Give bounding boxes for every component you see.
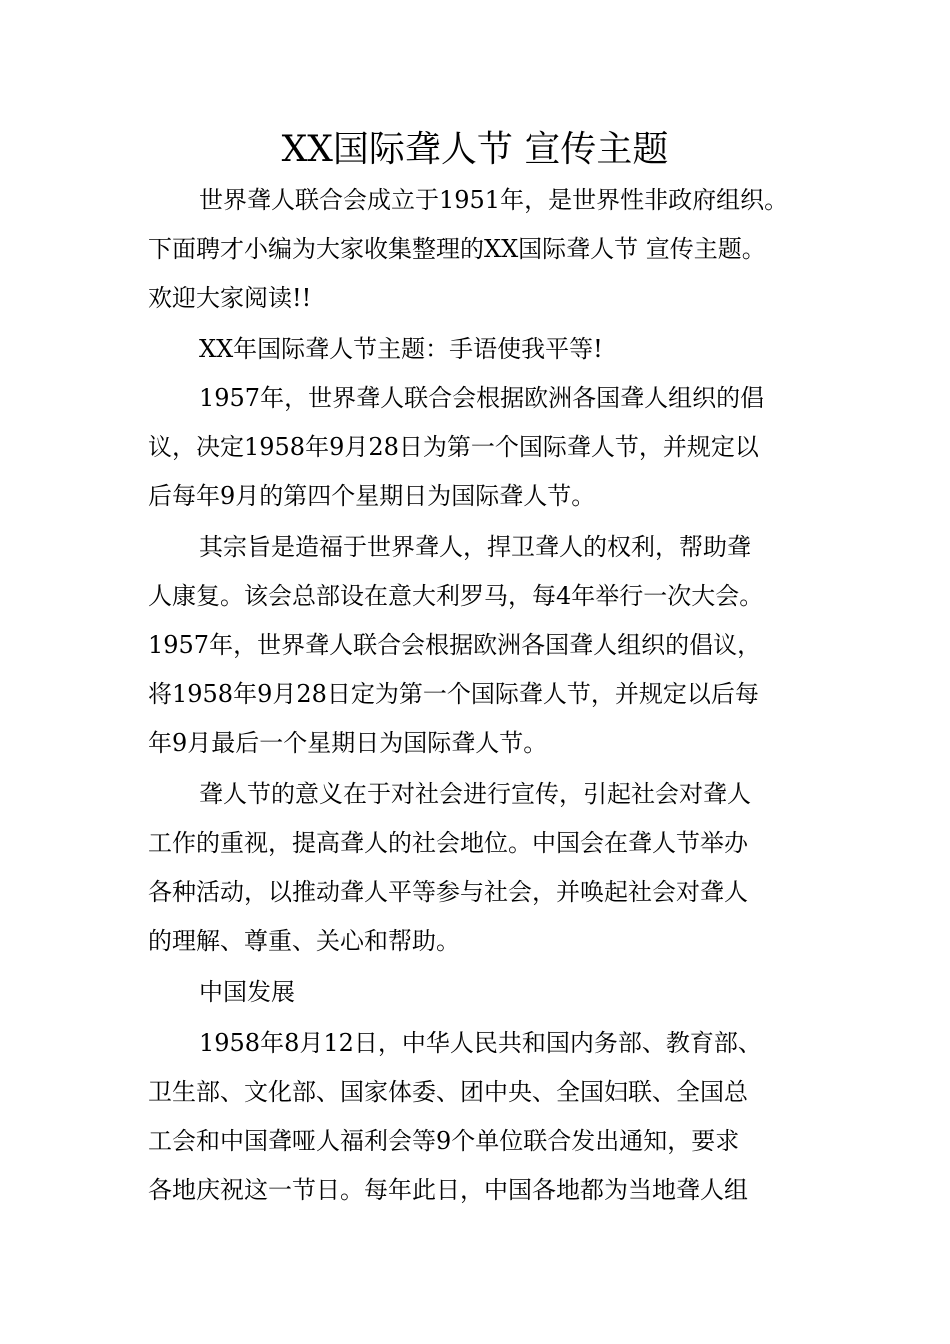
- paragraph-7-line-3: 工会和中国聋哑人福利会等9个单位联合发出通知，要求: [148, 1127, 740, 1155]
- paragraph-4-line-5: 年9月最后一个星期日为国际聋人节。: [148, 729, 548, 757]
- paragraph-3-line-1: 1957年，世界聋人联合会根据欧洲各国聋人组织的倡: [199, 384, 765, 412]
- theme-line: XX年国际聋人节主题：手语使我平等!: [199, 335, 603, 363]
- paragraph-5-line-3: 各种活动，以推动聋人平等参与社会，并唤起社会对聋人: [148, 878, 748, 906]
- paragraph-7-line-1: 1958年8月12日，中华人民共和国内务部、教育部、: [199, 1029, 762, 1057]
- document-title: XX国际聋人节 宣传主题: [281, 129, 669, 170]
- section-heading-china: 中国发展: [199, 978, 295, 1006]
- paragraph-7-line-2: 卫生部、文化部、国家体委、团中央、全国妇联、全国总: [148, 1078, 748, 1106]
- paragraph-7-line-4: 各地庆祝这一节日。每年此日，中国各地都为当地聋人组: [148, 1176, 748, 1204]
- paragraph-1-line-2: 下面聘才小编为大家收集整理的XX国际聋人节 宣传主题。: [148, 235, 766, 263]
- paragraph-5-line-1: 聋人节的意义在于对社会进行宣传，引起社会对聋人: [199, 780, 751, 808]
- paragraph-4-line-1: 其宗旨是造福于世界聋人，捍卫聋人的权利，帮助聋: [199, 533, 751, 561]
- paragraph-5-line-2: 工作的重视，提高聋人的社会地位。中国会在聋人节举办: [148, 829, 748, 857]
- paragraph-5-line-4: 的理解、尊重、关心和帮助。: [148, 927, 460, 955]
- paragraph-3-line-3: 后每年9月的第四个星期日为国际聋人节。: [148, 482, 596, 510]
- paragraph-4-line-2: 人康复。该会总部设在意大利罗马，每4年举行一次大会。: [148, 582, 764, 610]
- paragraph-3-line-2: 议，决定1958年9月28日为第一个国际聋人节，并规定以: [148, 433, 759, 461]
- paragraph-1-line-1: 世界聋人联合会成立于1951年，是世界性非政府组织。: [199, 186, 789, 214]
- paragraph-4-line-4: 将1958年9月28日定为第一个国际聋人节，并规定以后每: [148, 680, 759, 708]
- paragraph-4-line-3: 1957年，世界聋人联合会根据欧洲各国聋人组织的倡议，: [148, 631, 762, 659]
- paragraph-1-line-3: 欢迎大家阅读!!: [148, 284, 312, 312]
